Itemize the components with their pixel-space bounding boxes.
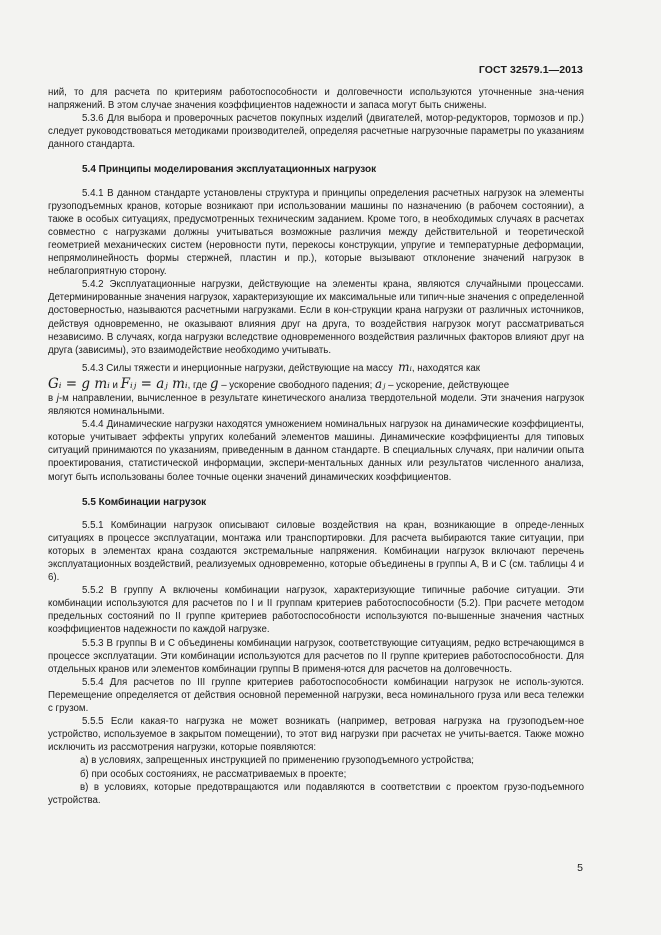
section-heading-5-4: 5.4 Принципы моделирования эксплуатационных нагрузок: [82, 164, 377, 176]
paragraph-5-3-6: 5.3.6 Для выбора и проверочных расчетов покупных изделий (двигателей, мотор-редукторов, тормозов и пр.) следует руководствоваться методиками производителей, определяя расчетные нагрузочные параметры по указаниям данного стандарта.: [48, 113, 584, 151]
paragraph-5-5-1: 5.5.1 Комбинации нагрузок описывают силовые воздействия на кран, возникающие в опреде-ленных ситуациях в процессе эксплуатации, монтажа или транспортировки. Для расчета выбираются такие ситуации, при которых в элементах крана создаются экстремальные напряжения. Комбинации нагрузок включают перечень эксплуатационных воздействий, реализуемых одновременно, которые объединены в группы А, В и С (см. таблицы 4 и 6).: [48, 519, 584, 584]
paragraph-5-4-3-continuation: [48, 392, 584, 418]
paragraph-5-4-2: 5.4.2 Эксплуатационные нагрузки, действующие на элементы крана, являются случайными процессами. Детерминированные значения нагрузок, характеризующие их максимальные или типич-ные значения с определенной достоверностью, называются расчетными нагрузками. Если в кон-струкции крана нагрузки от различных источников, действуя одновременно, не оказывают влияния друг на друга, то воздействия нагрузок могут рассматриваться независимо. В случаях, когда нагрузки вследствие одновременного воздействия различных факторов влияют друг на друга (зависимы), это взаимодействие необходимо учитывать.: [48, 279, 584, 356]
formula-intro-tail: , находятся как: [411, 362, 481, 374]
formula-where: , где: [187, 379, 210, 391]
continuation-text: -м направлении, вычисленное в результате кинетического анализа твердотельной модели. Эти значения нагрузок являются номинальными.: [48, 392, 584, 418]
formula-line: [48, 375, 584, 392]
formula-conjunction: и: [109, 379, 121, 391]
list-item-c: в) в условиях, которые предотвращаются или подавляются в соответствии с проектом грузо-подъемного устройства.: [48, 781, 584, 806]
paragraph-5-5-2: 5.5.2 В группу А включены комбинации нагрузок, характеризующие типичные рабочие ситуации. Эти комбинации используются для расчетов по I и II группам критериев работоспособности (5.2). При расчете методом предельных состояний по II группе критериев работоспособности используются по-вышенные значения частных коэффициентов надежности по каждой нагрузке.: [48, 585, 584, 636]
paragraph-5-5-3: 5.5.3 В группы В и С объединены комбинации нагрузок, соответствующие ситуациям, редко встречающимся в процессе эксплуатации. Эти комбинации используются для расчетов по II группе критериев работоспособности. Для отдельных кранов или элементов комбинации группы В применя-ются для расчетов на долговечность.: [48, 637, 584, 675]
paragraph-5-5-5: 5.5.5 Если какая-то нагрузка не может возникать (например, ветровая нагрузка на грузоподъем-ное устройство, используемое в закрытом помещении), то этот вид нагрузки при расчетах не учиты-вается. Также можно исключить из рассмотрения нагрузки, которые появляются:: [48, 716, 584, 754]
list-item-b: б) при особых состояниях, не рассматриваемых в проекте;: [80, 768, 347, 780]
paragraph-continuation: ний, то для расчета по критериям работоспособности и долговечности используются уточненные зна-чения напряжений. В этом случае значения коэффициентов надежности и запаса могут быть снижены.: [48, 87, 584, 112]
inertia-force-formula: Fᵢⱼ = aⱼ mᵢ: [120, 375, 188, 392]
acceleration-variable: aⱼ: [375, 376, 386, 391]
page-number: 5: [577, 862, 583, 874]
gravity-description: – ускорение свободного падения;: [218, 379, 376, 391]
gravity-variable: g: [209, 375, 219, 392]
document-standard-id: ГОСТ 32579.1—2013: [478, 64, 583, 76]
paragraph-5-4-3-intro: [48, 361, 584, 375]
mass-variable: mᵢ: [398, 359, 412, 374]
document-body: [48, 86, 584, 807]
paragraph-5-5-4: 5.5.4 Для расчетов по III группе критериев работоспособности комбинации нагрузок не исполь-зуются. Перемещение определяется от действия основной переменной нагрузки, веса номинального груза или веса тележки с грузом.: [48, 676, 584, 715]
continuation-prefix: в: [48, 392, 57, 404]
gravity-force-formula: Gᵢ = g mᵢ: [48, 375, 110, 392]
acceleration-description: – ускорение, действующее: [385, 379, 510, 391]
paragraph-5-4-4: 5.4.4 Динамические нагрузки находятся умножением номинальных нагрузок на динамические коэффициенты, которые учитывает эффекты упругих колебаний элементов машины. Динамические коэффициенты для типовых ситуаций принимаются по указаниям, приведенным в данном стандарте. В специальных случаях, при наличии опыта проектирования, статистической информации, экспери-ментальных данных или результатов численного анализа, могут быть использованы более точные оценки значений динамических коэффициентов.: [48, 419, 584, 483]
list-item-a: а) в условиях, запрещенных инструкцией по применению грузоподъемного устройства;: [80, 755, 475, 767]
paragraph-5-4-1: 5.4.1 В данном стандарте установлены структура и принципы определения расчетных нагрузок на элементы грузоподъемных кранов, которые возникают при использовании машины по назначению (в рабочем состоянии), а также в особых ситуациях, предусмотренных техническим заданием. Кроме того, в необходимых случаях в расчетах совместно с нагрузками должны учитываться возможные различия между действительной и теоретической геометрией механических систем (неровности пути, перекосы конструкции, упругие и температурные деформации, непрямолинейность формы стержней, пластин и пр.), которые вызывают отклонение значений нагрузок в неблагоприятную сторону.: [48, 187, 584, 278]
section-heading-5-5: 5.5 Комбинации нагрузок: [82, 496, 207, 508]
direction-index: j: [56, 392, 59, 404]
formula-intro-text: 5.4.3 Силы тяжести и инерционные нагрузки, действующие на массу: [82, 362, 393, 374]
